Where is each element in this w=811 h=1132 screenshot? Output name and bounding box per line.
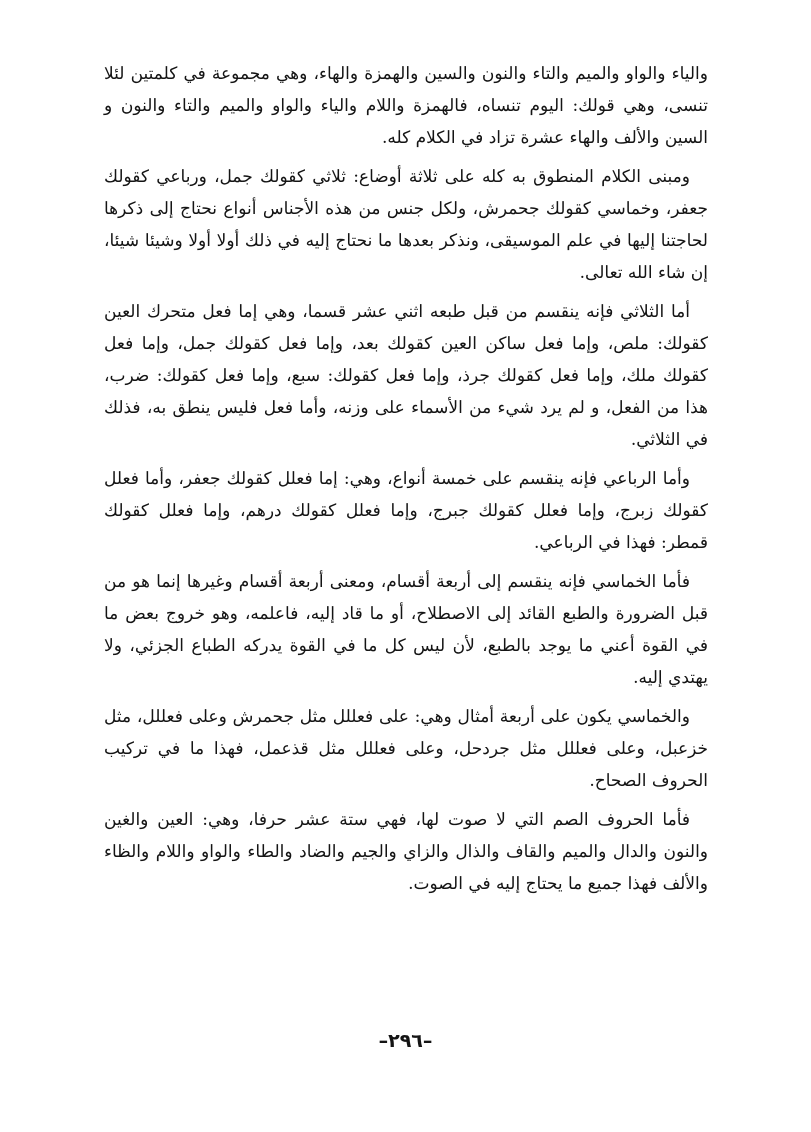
paragraph-1: والياء والواو والميم والتاء والنون والسين والهمزة والهاء، وهي مجموعة في كلمتين لئلا تنسى، وهي قولك: اليوم تنساه، فالهمزة واللام والياء والواو والميم والتاء والنون و السين والألف والهاء عشرة تزاد في الكلام كله. bbox=[104, 64, 708, 148]
page-number: –٢٩٦– bbox=[378, 1030, 433, 1052]
paragraph-5: فأما الخماسي فإنه ينقسم إلى أربعة أقسام، ومعنى أربعة أقسام وغيرها إنما هو من قبل الضرورة والطبع القائد إلى الاصطلاح، أو ما قاد إليه، فاعلمه، وهو خروج بعض ما في القوة أعني ما يوجد بالطبع، لأن ليس كل ما في القوة يدركه الطباع الجزئي، ولا يهتدي إليه. bbox=[104, 572, 708, 688]
paragraph-3: أما الثلاثي فإنه ينقسم من قبل طبعه اثني عشر قسما، وهي إما فعل متحرك العين كقولك: ملص، وإما فعل ساكن العين كقولك بعد، وإما فعل كقولك جمل، وإما فعل كقولك ملك، وإما فعل كقولك جرذ، وإما فعل كقولك: سبع، وإما فعل كقولك: ضرب، هذا من الفعل، و لم يرد شيء من الأسماء على وزنه، وأما فعل فليس ينطق به، فذلك في الثلاثي. bbox=[104, 302, 708, 450]
paragraph-4: وأما الرباعي فإنه ينقسم على خمسة أنواع، وهي: إما فعلل كقولك جعفر، وأما فعلل كقولك زبرج، وإما فعلل كقولك جبرج، وإما فعلل كقولك درهم، وإما فعلل كقولك قمطر: فهذا في الرباعي. bbox=[104, 469, 708, 553]
body-text bbox=[104, 58, 708, 907]
paragraph-7: فأما الحروف الصم التي لا صوت لها، فهي ستة عشر حرفا، وهي: العين والغين والنون والدال والميم والقاف والذال والزاي والجيم والضاد والطاء والواو واللام والظاء والألف فهذا جميع ما يحتاج إليه في الصوت. bbox=[104, 810, 708, 894]
paragraph-2: ومبنى الكلام المنطوق به كله على ثلاثة أوضاع: ثلاثي كقولك جمل، ورباعي كقولك جعفر، وخماسي كقولك جحمرش، ولكل جنس من هذه الأجناس أنواع نحتاج إلى ذكرها لحاجتنا إليها في علم الموسيقى، ونذكر بعدها ما نحتاج إليه في ذلك أولا أولا وشيئا شيئا، إن شاء الله تعالى. bbox=[104, 167, 708, 283]
paragraph-6: والخماسي يكون على أربعة أمثال وهي: على فعللل مثل جحمرش وعلى فعللل، مثل خزعبل، وعلى فعللل مثل جردحل، وعلى فعللل مثل قذعمل، فهذا ما في تركيب الحروف الصحاح. bbox=[104, 707, 708, 791]
